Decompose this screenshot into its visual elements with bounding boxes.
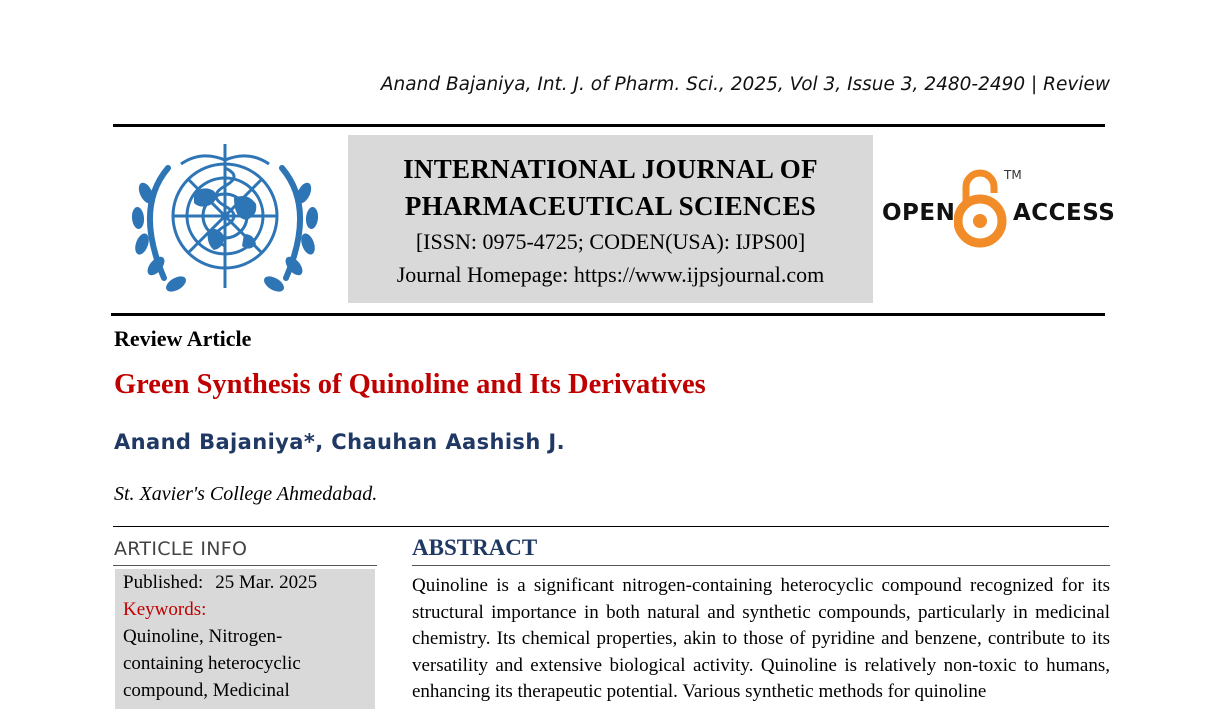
trademark-symbol: TM	[1004, 168, 1022, 182]
article-info-rule	[113, 565, 377, 566]
article-info-box	[115, 569, 375, 709]
journal-name-line2: PHARMACEUTICAL SCIENCES	[404, 191, 817, 221]
open-access-logo	[880, 165, 1116, 255]
journal-masthead	[348, 135, 873, 303]
open-access-access-text: ACCESS	[1013, 200, 1116, 226]
published-date: 25 Mar. 2025	[215, 572, 318, 593]
journal-emblem-icon	[124, 138, 326, 306]
open-access-open-text: OPEN	[882, 200, 956, 226]
published-row	[123, 569, 375, 596]
article-type: Review Article	[114, 326, 252, 351]
abstract-rule	[412, 565, 1110, 566]
published-label: Published:	[123, 572, 204, 593]
author-affiliation: St. Xavier's College Ahmedabad.	[114, 483, 378, 505]
keywords-text: Quinoline, Nitrogen-containing heterocyclic compound, Medicinal	[123, 626, 301, 701]
abstract-text: Quinoline is a significant nitrogen-containing heterocyclic compound recognized for its structural importance in both natural and synthetic compounds, particularly in medicinal chemistry. Its chemical properties, akin to those of pyridine and benzene, contribute to its versatility and extensive biological activity. Quinoline is relatively non-toxic to humans, enhancing its therapeutic potential. Various synthetic methods for quinoline	[412, 575, 1110, 702]
article-info-heading: ARTICLE INFO	[114, 538, 248, 560]
running-header: Anand Bajaniya, Int. J. of Pharm. Sci., 2025, Vol 3, Issue 3, 2480-2490 | Review	[380, 74, 1110, 95]
journal-issn: [ISSN: 0975-4725; CODEN(USA): IJPS00]	[415, 229, 806, 254]
journal-homepage: Journal Homepage: https://www.ijpsjournal.com	[396, 262, 825, 287]
article-title: Green Synthesis of Quinoline and Its Derivatives	[114, 369, 706, 400]
abstract-heading: ABSTRACT	[412, 535, 538, 560]
article-authors: Anand Bajaniya*, Chauhan Aashish J.	[114, 430, 565, 454]
header-rule-top	[113, 124, 1105, 127]
journal-name-line1: INTERNATIONAL JOURNAL OF	[403, 154, 818, 184]
section-divider	[113, 526, 1109, 527]
header-rule-bottom	[111, 313, 1105, 316]
open-lock-icon	[954, 165, 1010, 255]
keywords-label: Keywords:	[123, 599, 207, 620]
